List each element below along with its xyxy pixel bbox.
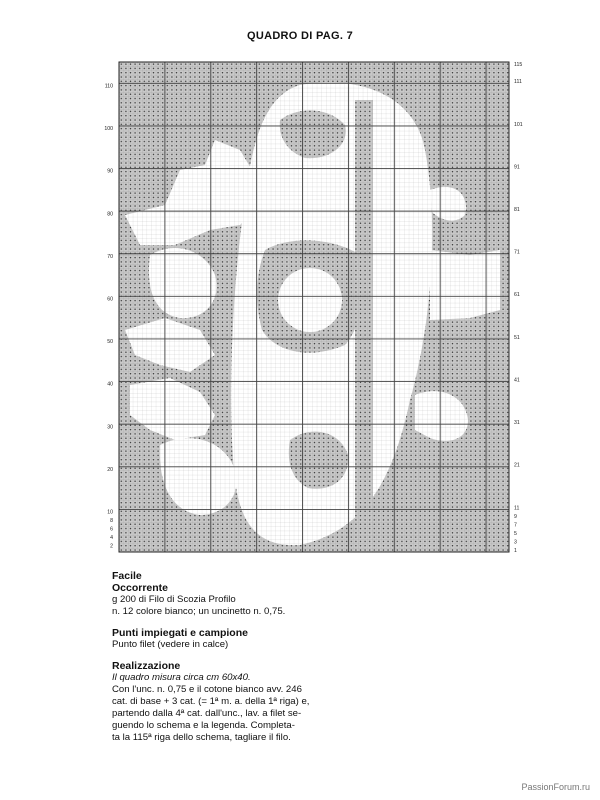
- row-label-right: 71: [514, 249, 520, 256]
- materials-heading: Occorrente: [112, 582, 169, 594]
- row-label-left: 4: [110, 535, 113, 542]
- materials-line: g 200 di Filo di Scozia Profilo: [112, 594, 236, 605]
- row-label-right: 31: [514, 420, 520, 427]
- row-label-left: 50: [107, 339, 113, 346]
- row-label-right: 21: [514, 462, 520, 469]
- row-label-left: 60: [107, 296, 113, 303]
- materials-line: n. 12 colore bianco; un uncinetto n. 0,75.: [112, 606, 286, 617]
- row-label-right: 51: [514, 334, 520, 341]
- row-label-right: 41: [514, 377, 520, 384]
- making-line: cat. di base + 3 cat. (= 1ª m. a. della 1ª riga) e,: [112, 696, 310, 707]
- row-label-right: 1: [514, 547, 517, 554]
- making-line: Il quadro misura circa cm 60x40.: [112, 672, 251, 683]
- row-label-left: 90: [107, 168, 113, 175]
- row-label-right: 91: [514, 164, 520, 171]
- row-label-right: 3: [514, 539, 517, 546]
- row-label-left: 20: [107, 466, 113, 473]
- motif-center-circle: [278, 268, 342, 332]
- making-heading: Realizzazione: [112, 660, 181, 672]
- shade-column: [355, 100, 373, 520]
- row-label-left: 8: [110, 518, 113, 525]
- making-line: partendo dalla 4ª cat. dall'unc., lav. a filet se-: [112, 708, 302, 719]
- making-line: Con l'unc. n. 0,75 e il cotone bianco avv. 246: [112, 684, 302, 695]
- stitches-heading: Punti impiegati e campione: [112, 627, 248, 639]
- row-label-right: 61: [514, 292, 520, 299]
- row-label-right: 81: [514, 207, 520, 213]
- page-title: QUADRO DI PAG. 7: [246, 30, 354, 42]
- right-row-labels: [514, 62, 523, 554]
- row-label-right: 115: [514, 62, 523, 69]
- row-label-right: 5: [514, 530, 517, 537]
- row-label-left: 100: [104, 126, 113, 133]
- row-label-left: 110: [104, 83, 113, 90]
- row-label-left: 80: [107, 211, 113, 218]
- row-label-right: 11: [514, 505, 520, 512]
- left-row-labels: [104, 83, 113, 549]
- row-label-left: 2: [110, 543, 113, 550]
- stitches-line: Punto filet (vedere in calce): [112, 639, 229, 650]
- row-label-right: 9: [514, 513, 517, 520]
- row-label-left: 40: [107, 381, 113, 388]
- difficulty-label: Facile: [112, 570, 142, 582]
- watermark: PassionForum.ru: [521, 782, 590, 792]
- row-label-left: 30: [107, 424, 113, 431]
- making-line: ta la 115ª riga dello schema, tagliare il filo.: [112, 732, 291, 743]
- making-line: guendo lo schema e la legenda. Completa-: [112, 720, 295, 731]
- row-label-left: 70: [107, 253, 113, 260]
- row-label-left: 10: [107, 509, 113, 516]
- row-label-right: 7: [514, 522, 517, 529]
- row-label-right: 101: [514, 121, 523, 128]
- instructions-block: [112, 570, 342, 744]
- row-label-left: 6: [110, 526, 113, 533]
- row-label-right: 111: [514, 79, 522, 86]
